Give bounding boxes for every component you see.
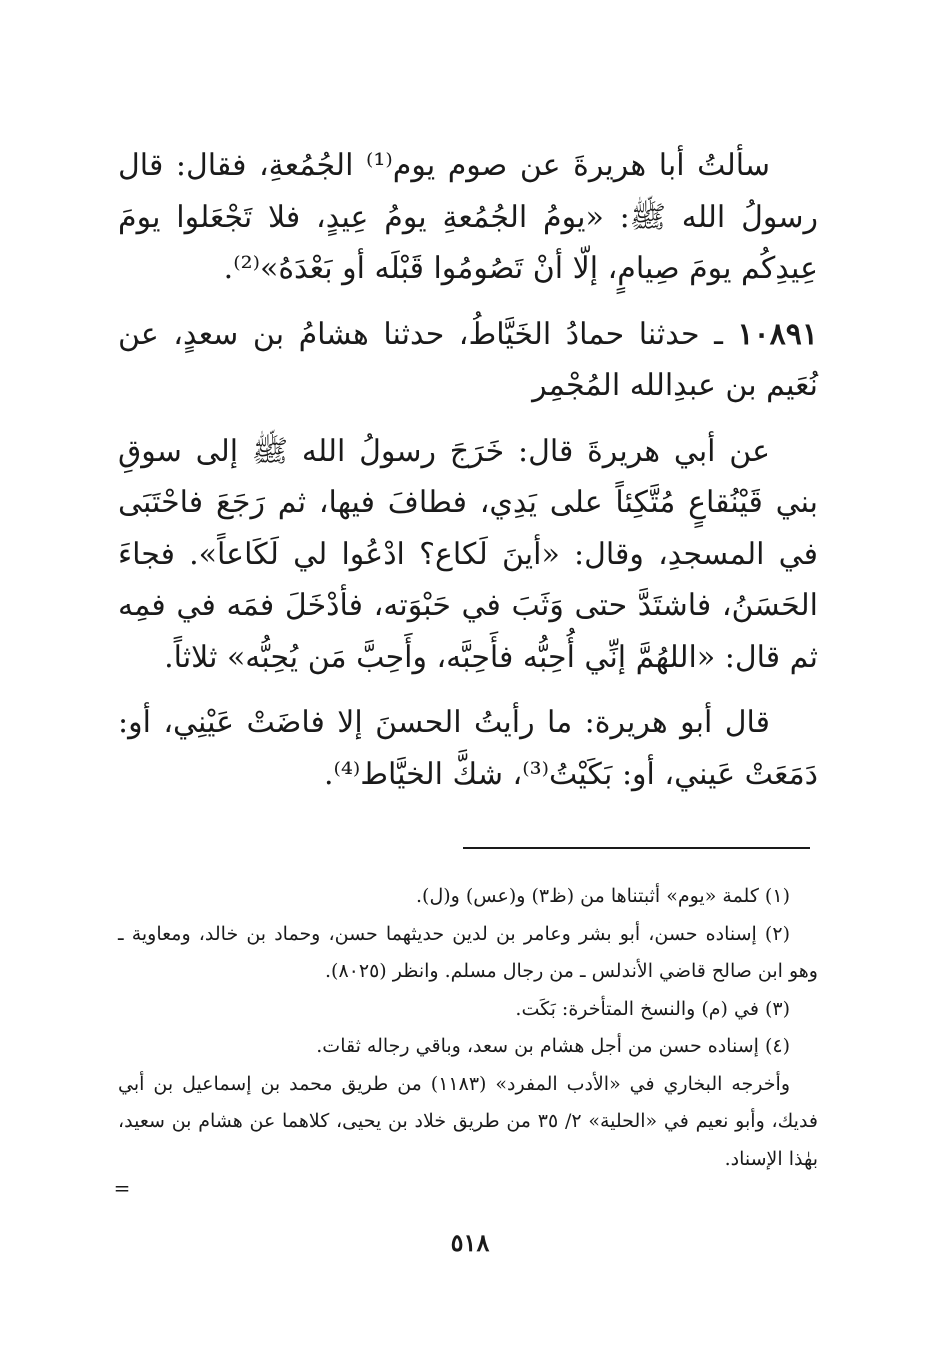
page-number: ٥١٨ — [450, 1228, 490, 1257]
footnote-1: (١) كلمة «يوم» أثبتناها من (ظ٣) و(عس) و(ل). — [416, 885, 790, 907]
footnote-3: (٣) في (م) والنسخ المتأخرة: بَكَت. — [515, 997, 790, 1020]
footnote-separator — [463, 847, 810, 849]
hadith-header — [118, 309, 818, 412]
main-text — [118, 140, 818, 814]
hadith-closing-paragraph: قال أبو هريرة: ما رأيتُ الحسنَ إلا فاضَتْ عَيْنِي، أو: دَمَعَتْ عَيني، أو: بَكَيْتُ⁽³⁾، شكَّ الخيَّاط⁽⁴⁾. — [118, 705, 818, 792]
continuation-mark: = — [113, 1176, 131, 1200]
hadith-number: ١٠٨٩١ — [737, 316, 818, 352]
isnad-text: ـ حدثنا حمادُ الخَيَّاطُ، حدثنا هشامُ بن سعدٍ، عن نُعَيم بن عبدِالله المُجْمِر — [118, 316, 818, 403]
footnote-2: (٢) إسناده حسن، أبو بشر وعامر بن لدين حديثهما حسن، وحماد بن خالد، ومعاوية ـ وهو ابن صالح قاضي الأندلس ـ من رجال مسلم. وانظر (٨٠٢٥). — [118, 922, 818, 982]
hadith-body-paragraph: عن أبي هريرةَ قال: خَرَجَ رسولُ الله ﷺ إلى سوقِ بني قَيْنُقاعٍ مُتَّكِئاً على يَدِي، فطافَ فيها، ثم رَجَعَ فاحْتَبَى في المسجدِ، وقال: «أينَ لَكاع؟ ادْعُوا لي لَكَاعاً». فجاءَ الحَسَنُ، فاشتَدَّ حتى وَثَبَ في حَبْوَته، فأدْخَلَ فمَه في فمِه ثم قال: «اللهُمَّ إنِّي أُحِبُّه فأَحِبَّه، وأَحِبَّ مَن يُحِبُّه» ثلاثاً. — [118, 433, 818, 675]
footnote-4-continued: وأخرجه البخاري في «الأدب المفرد» (١١٨٣) من طريق محمد بن إسماعيل بن أبي فديك، وأبو نعيم في «الحلية» ٢/ ٣٥ من طريق خلاد بن يحيى، كلاهما عن هشام بن سعيد، بهٰذا الإسناد. — [118, 1072, 818, 1170]
opening-paragraph: سألتُ أبا هريرةَ عن صوم يوم⁽¹⁾ الجُمُعةِ، فقال: قال رسولُ الله ﷺ: «يومُ الجُمُعةِ يومُ عِيدٍ، فلا تَجْعَلوا يومَ عِيدِكُم يومَ صِيامٍ، إلّا أنْ تَصُومُوا قَبْلَه أو بَعْدَهُ»⁽²⁾. — [118, 148, 818, 286]
footnotes — [118, 878, 818, 1178]
footnote-4: (٤) إسناده حسن من أجل هشام بن سعد، وباقي رجاله ثقات. — [316, 1035, 790, 1057]
